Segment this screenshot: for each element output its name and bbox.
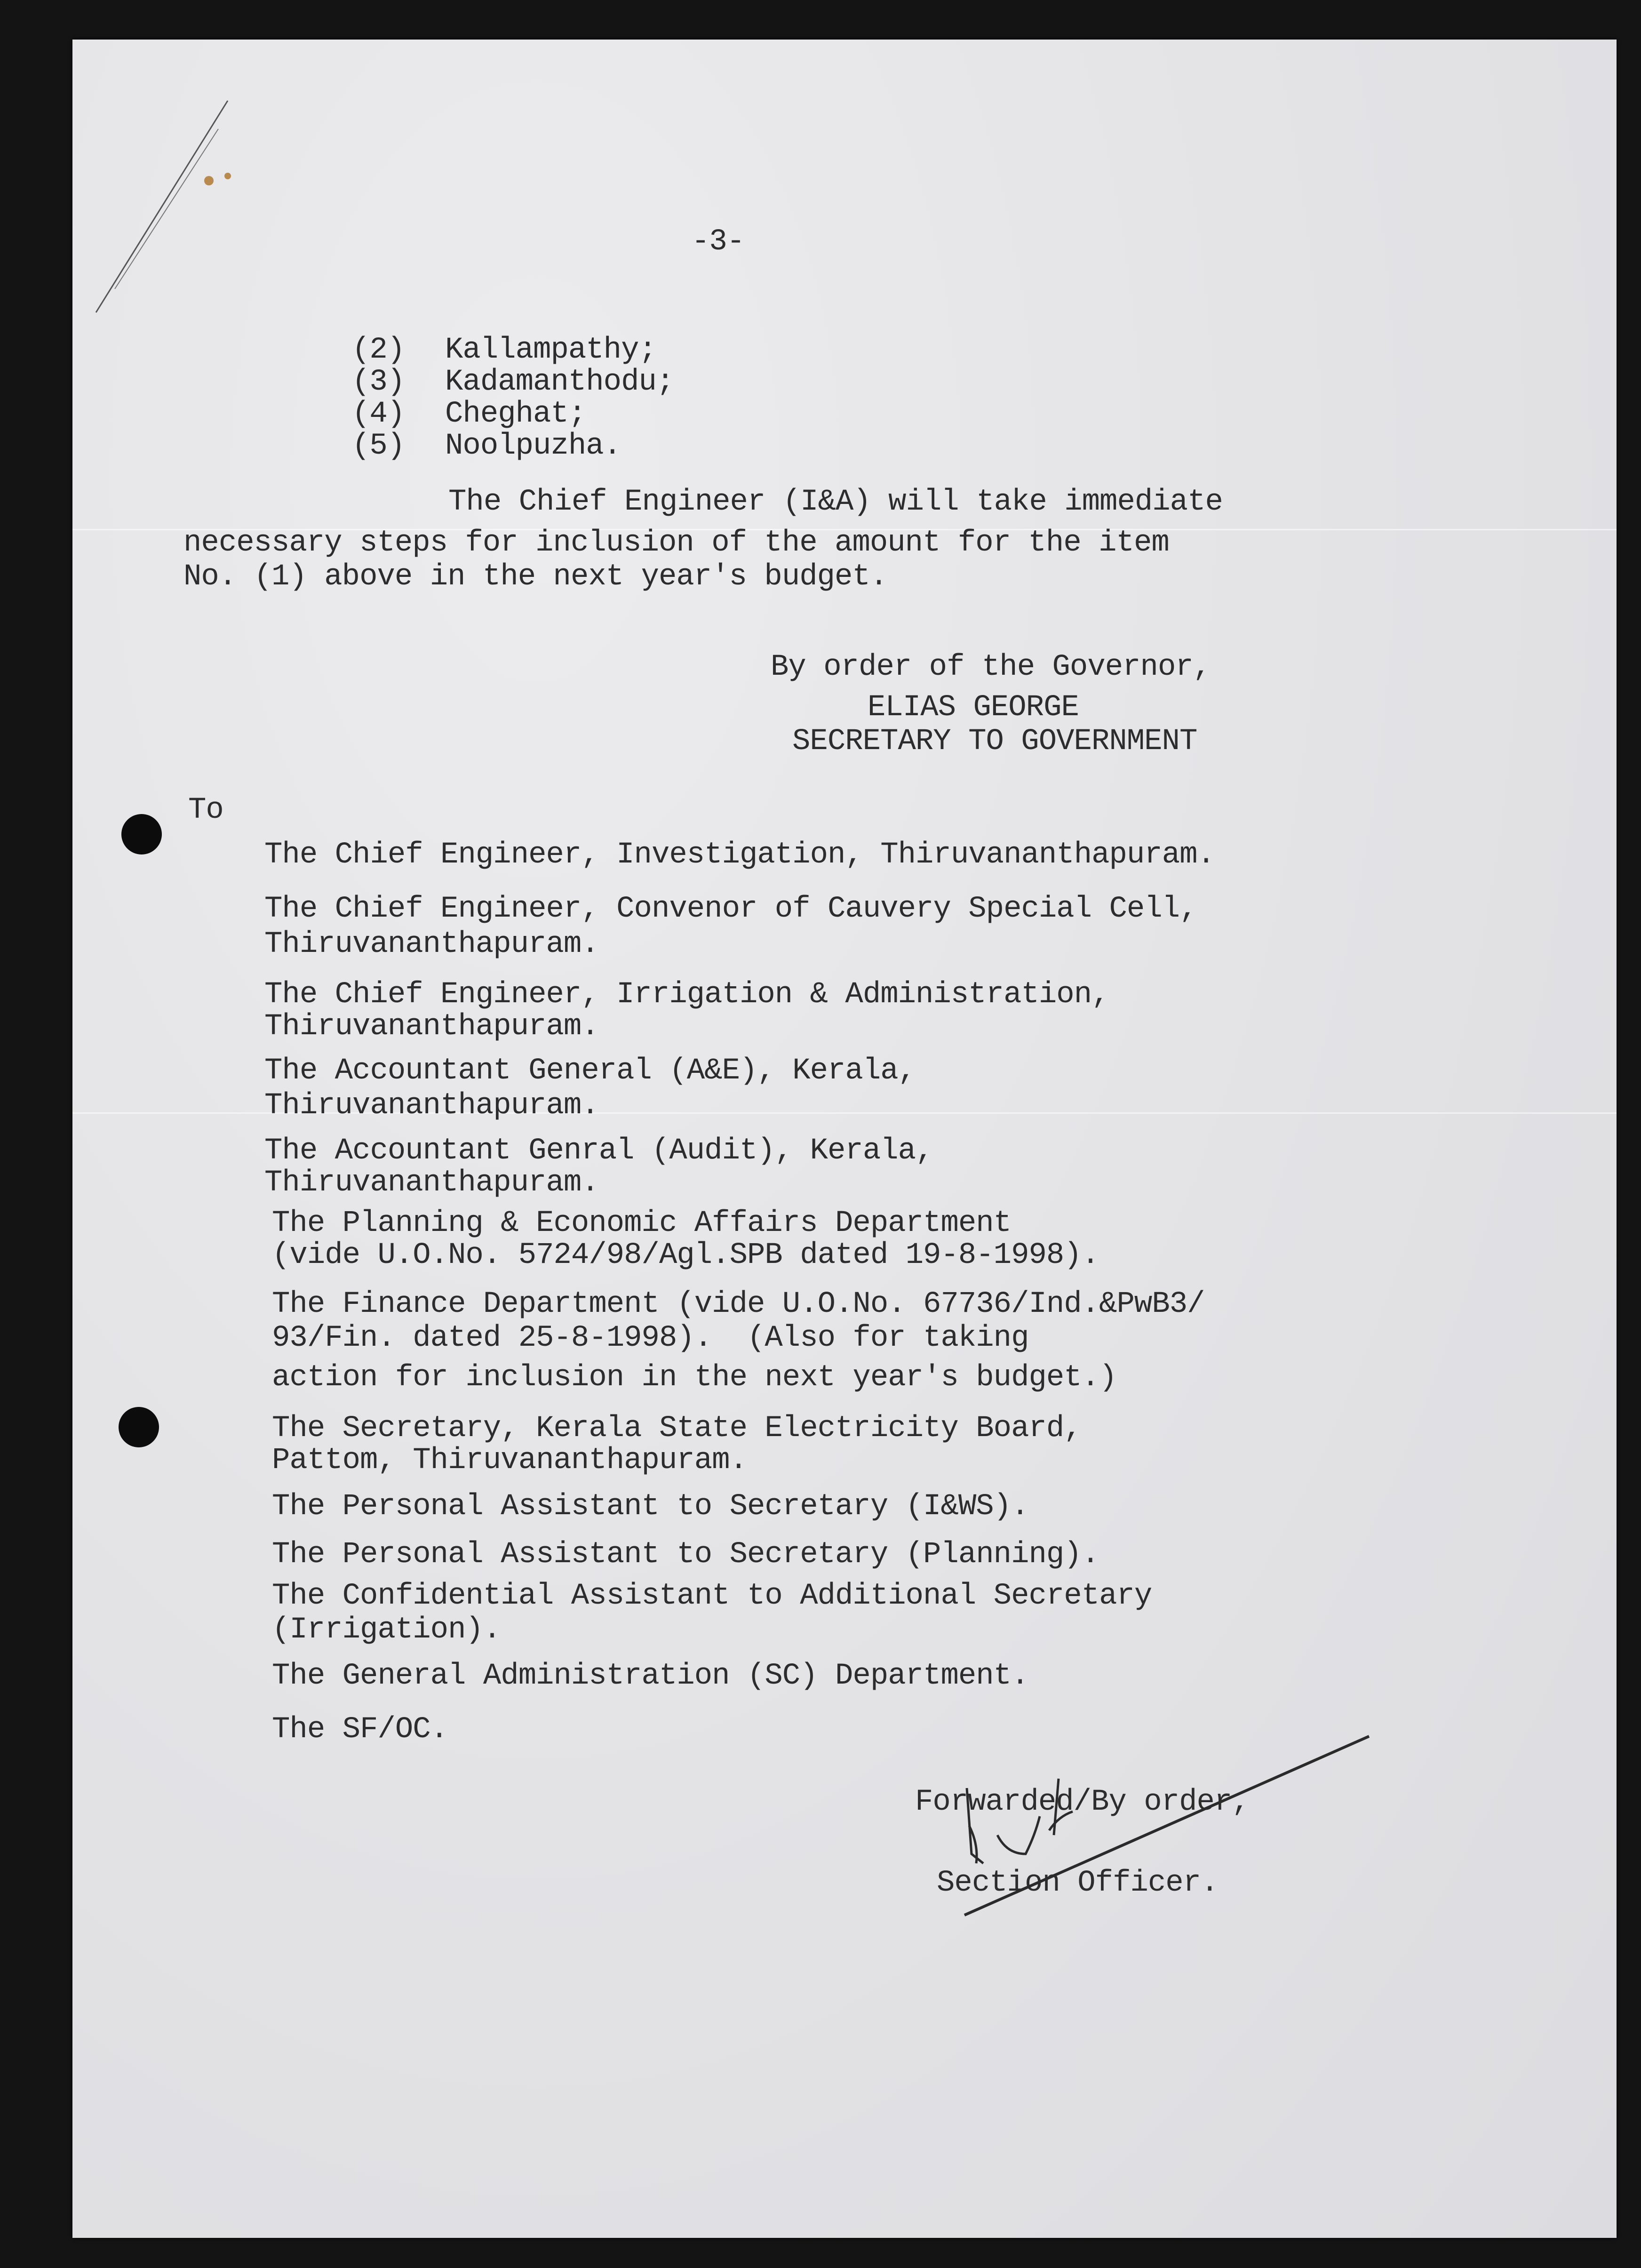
list-text: Kadamanthodu; [445, 365, 674, 399]
recipient-line: The Confidential Assistant to Additional Secretary [272, 1579, 1152, 1613]
recipient-line: The Personal Assistant to Secretary (Planning). [272, 1538, 1099, 1572]
list-number: (5) [352, 429, 405, 463]
list-text: Kallampathy; [445, 333, 656, 367]
forwarded-line: Forwarded/By order, [915, 1785, 1250, 1819]
punch-hole [119, 1407, 159, 1447]
recipient-line: The Accountant Genral (Audit), Kerala, [264, 1134, 933, 1168]
recipient-line: The Chief Engineer, Convenor of Cauvery Special Cell, [264, 892, 1197, 926]
recipient-line: Thiruvananthapuram. [264, 927, 599, 961]
recipient-line: The Chief Engineer, Irrigation & Administration, [264, 978, 1109, 1012]
recipient-line: Pattom, Thiruvananthapuram. [272, 1444, 747, 1477]
page-number: -3- [692, 225, 745, 259]
recipient-line: The Secretary, Kerala State Electricity Board, [272, 1412, 1082, 1445]
recipient-line: The Accountant General (A&E), Kerala, [264, 1054, 916, 1088]
recipient-line: The Chief Engineer, Investigation, Thiruvananthapuram. [264, 838, 1215, 872]
list-number: (4) [352, 397, 405, 431]
recipient-line: (vide U.O.No. 5724/98/Agl.SPB dated 19-8-1998). [272, 1238, 1099, 1272]
recipient-line: The Personal Assistant to Secretary (I&WS). [272, 1490, 1029, 1524]
punch-hole [121, 814, 162, 854]
pen-scratch-mark [87, 82, 275, 327]
signatory-designation: SECRETARY TO GOVERNMENT [792, 725, 1197, 759]
list-text: Noolpuzha. [445, 429, 621, 463]
by-order-line: By order of the Governor, [771, 650, 1211, 684]
recipient-line: Thiruvananthapuram. [264, 1089, 599, 1123]
recipient-line: The Planning & Economic Affairs Department [272, 1206, 1012, 1240]
list-number: (2) [352, 333, 405, 367]
recipient-line: Thiruvananthapuram. [264, 1166, 599, 1200]
recipient-line: The Finance Department (vide U.O.No. 67736/Ind.&PwB3/ [272, 1287, 1205, 1321]
paragraph-line: necessary steps for inclusion of the amount for the item [183, 526, 1169, 560]
paragraph-line: No. (1) above in the next year's budget. [183, 560, 888, 594]
list-text: Cheghat; [445, 397, 586, 431]
handwritten-signature [917, 1722, 1388, 1934]
recipient-line: Thiruvananthapuram. [264, 1010, 599, 1044]
recipient-line: The SF/OC. [272, 1713, 448, 1747]
to-label: To [188, 793, 223, 827]
section-officer-label: Section Officer. [937, 1866, 1219, 1900]
recipient-line: (Irrigation). [272, 1613, 501, 1647]
recipient-line: action for inclusion in the next year's budget.) [272, 1361, 1117, 1395]
paragraph-line: The Chief Engineer (I&A) will take immediate [448, 485, 1223, 519]
signatory-name: ELIAS GEORGE [868, 691, 1079, 725]
recipient-line: The General Administration (SC) Department. [272, 1659, 1029, 1693]
list-number: (3) [352, 365, 405, 399]
recipient-line: 93/Fin. dated 25-8-1998). (Also for taking [272, 1321, 1029, 1355]
